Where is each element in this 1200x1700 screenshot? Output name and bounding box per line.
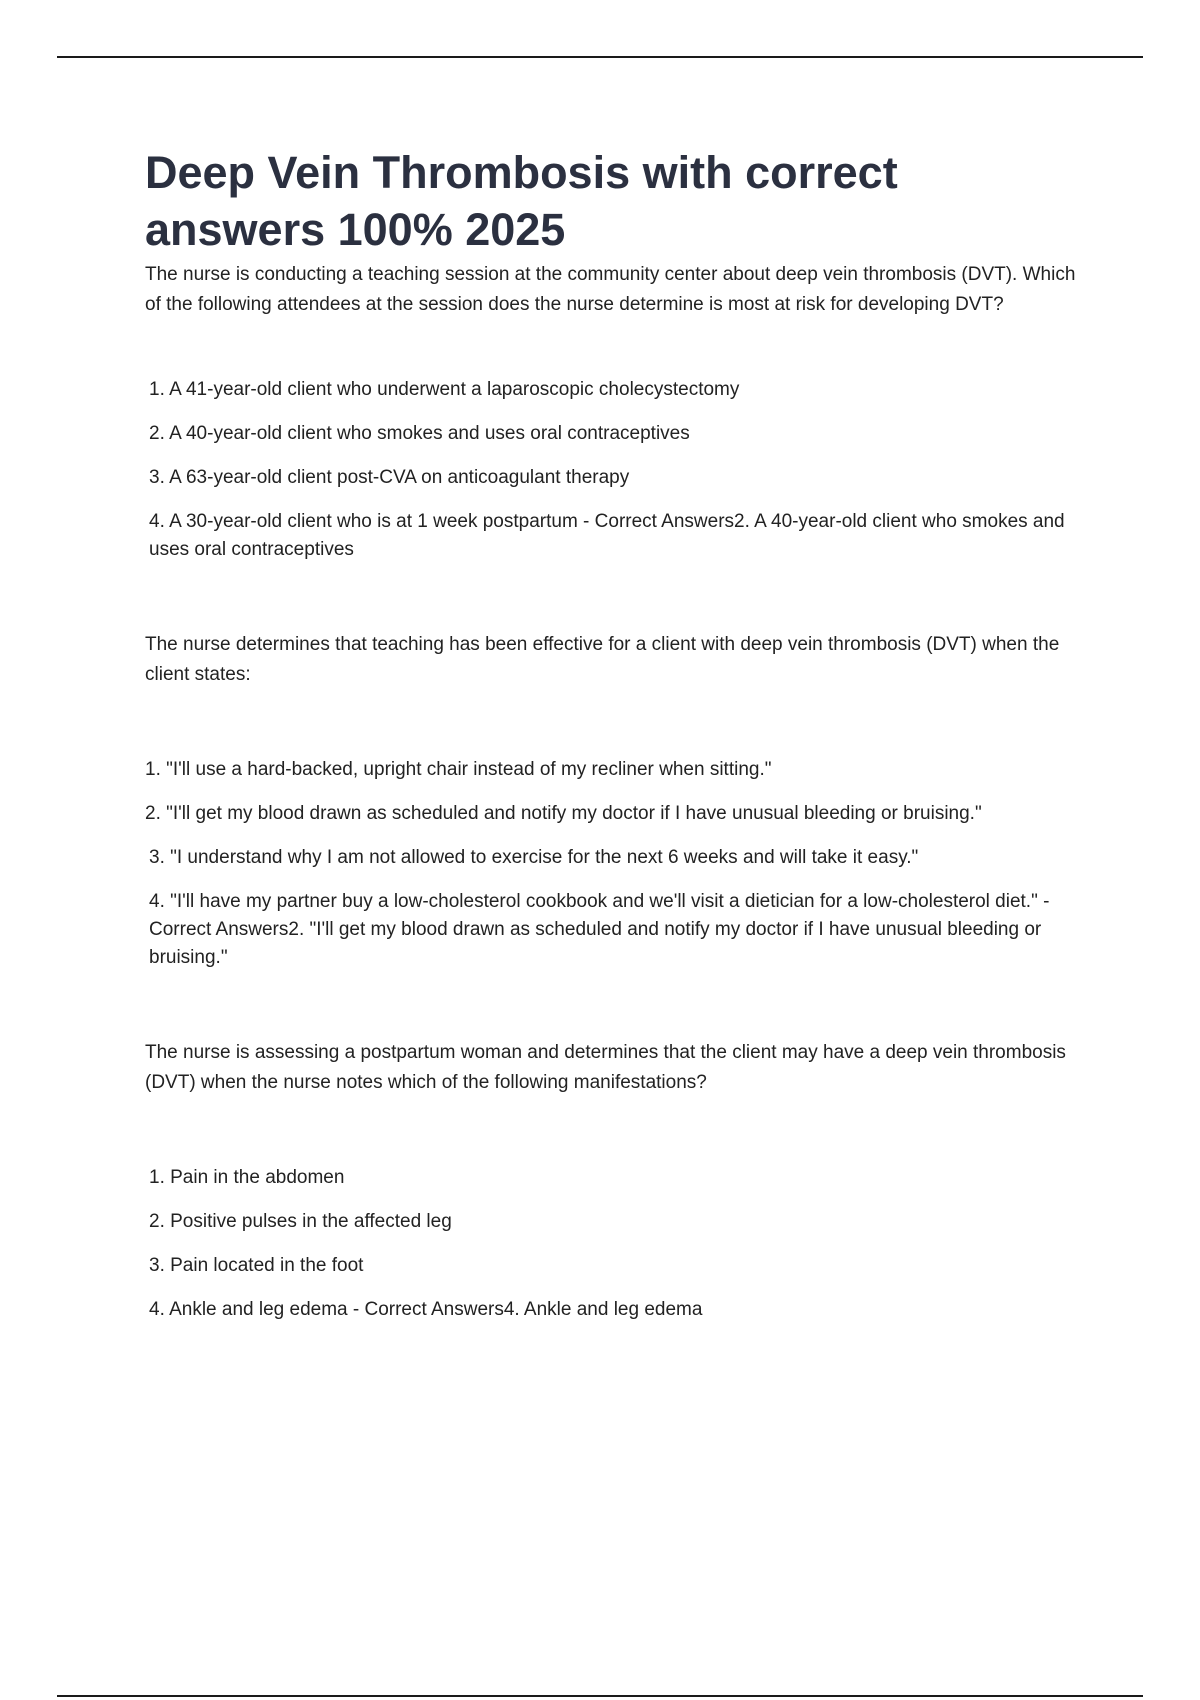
- question-2-option-3: 3. "I understand why I am not allowed to exercise for the next 6 weeks and will take it easy.": [149, 847, 919, 868]
- question-1-option-4: 4. A 30-year-old client who is at 1 week postpartum - Correct Answers2. A 40-year-old client who smokes and uses oral contraceptives: [149, 511, 1065, 560]
- question-1-option-1: 1. A 41-year-old client who underwent a laparoscopic cholecystectomy: [149, 379, 740, 400]
- question-3-text: The nurse is assessing a postpartum woman and determines that the client may have a deep vein thrombosis (DVT) when the nurse notes which of the following manifestations?: [145, 1042, 1066, 1093]
- question-2-text: The nurse determines that teaching has been effective for a client with deep vein thrombosis (DVT) when the client states:: [145, 634, 1060, 685]
- question-2-option-1: 1. "I'll use a hard-backed, upright chair instead of my recliner when sitting.": [145, 759, 772, 780]
- question-1-option-3: 3. A 63-year-old client post-CVA on anticoagulant therapy: [149, 467, 630, 488]
- question-3-option-3: 3. Pain located in the foot: [149, 1255, 364, 1276]
- question-3-options: [145, 1164, 1085, 1324]
- question-2-options: [145, 756, 1085, 972]
- question-3-option-4: 4. Ankle and leg edema - Correct Answers4. Ankle and leg edema: [149, 1299, 703, 1320]
- question-1-option-2: 2. A 40-year-old client who smokes and uses oral contraceptives: [149, 423, 690, 444]
- question-2-option-4: 4. "I'll have my partner buy a low-cholesterol cookbook and we'll visit a dietician for a low-cholesterol diet." - Correct Answers2. "I'll get my blood drawn as scheduled and notify my doctor if I have unusual bleeding or bruising.": [149, 891, 1050, 968]
- document-body: [145, 144, 1085, 1340]
- question-2-option-2: 2. "I'll get my blood drawn as scheduled and notify my doctor if I have unusual bleeding or bruising.": [145, 803, 982, 824]
- question-1-options: [145, 376, 1085, 564]
- question-1-text: The nurse is conducting a teaching session at the community center about deep vein thrombosis (DVT). Which of the following attendees at the session does the nurse determine is most at risk for developing DVT?: [145, 264, 1076, 315]
- question-3-option-2: 2. Positive pulses in the affected leg: [149, 1211, 452, 1232]
- top-rule: [57, 56, 1143, 58]
- document-title: Deep Vein Thrombosis with correct answers 100% 2025: [145, 147, 898, 255]
- question-3-option-1: 1. Pain in the abdomen: [149, 1167, 345, 1188]
- bottom-rule: [57, 1695, 1143, 1697]
